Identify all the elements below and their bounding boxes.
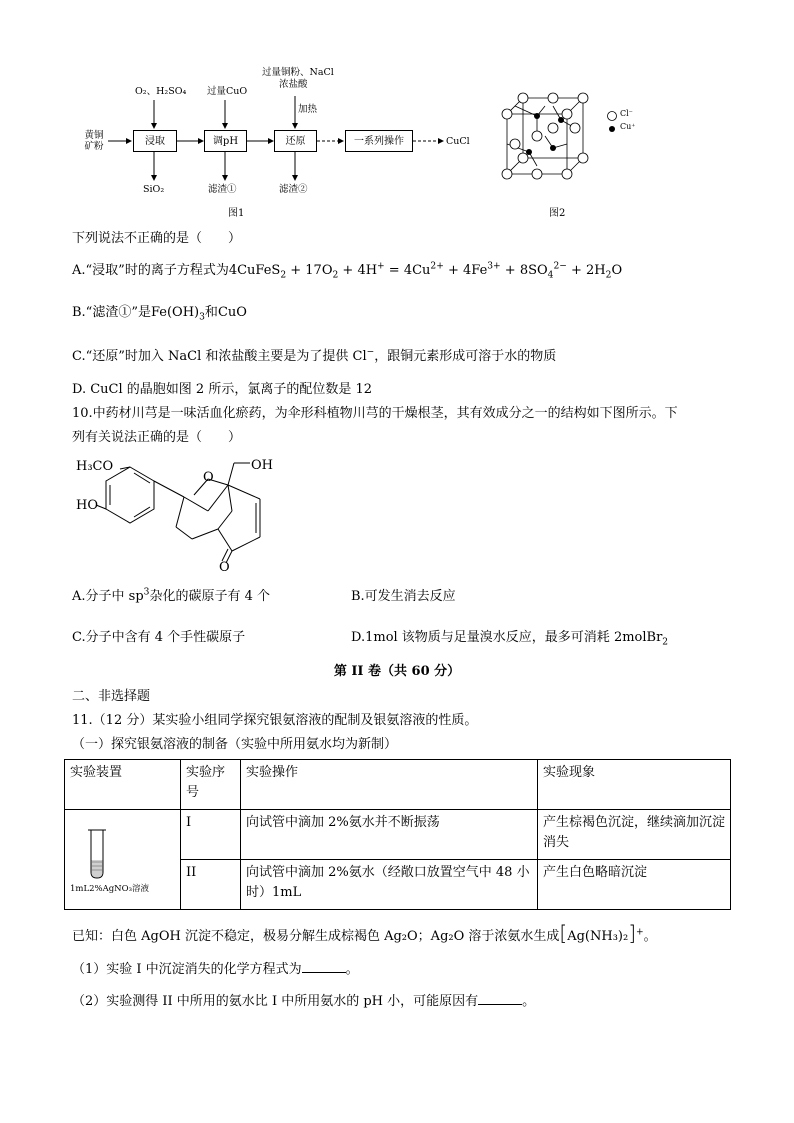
raw-material-line2: 矿粉 <box>84 141 104 152</box>
q11-stem: 11.（12 分）某实验小组同学探究银氨溶液的配制及银氨溶液的性质。 <box>72 713 478 728</box>
apparatus-cell <box>65 810 181 910</box>
q9-option-b <box>72 304 247 322</box>
output-residue-2: 滤渣② <box>279 184 308 195</box>
q10-option-b: B.可发生消去反应 <box>351 589 456 604</box>
flowchart-arrows <box>0 0 794 230</box>
q9-option-b-formula: $Fe(OH)_3$ <box>150 305 205 323</box>
q9-option-c-suffix: ，跟铜元素形成可溶于水的物质 <box>374 349 557 364</box>
q10-option-a-sup: 3 <box>143 587 150 598</box>
header-apparatus: 实验装置 <box>65 760 181 810</box>
q9-option-a <box>72 262 622 280</box>
struct-oh: OH <box>251 458 273 473</box>
complex-charge: + <box>636 927 644 938</box>
q10-option-c: C.分子中含有 4 个手性碳原子 <box>72 630 246 645</box>
output-residue-1: 滤渣① <box>208 184 237 195</box>
q11-subheading: （一）探究银氨溶液的制备（实验中所用氨水均为新制） <box>72 737 398 752</box>
apparatus-label: 1mL2%AgNO₃溶液 <box>70 883 149 894</box>
legend-cl: Cl⁻ <box>620 109 633 118</box>
input-conc-hcl: 浓盐酸 <box>279 79 308 90</box>
unit-cell-drawing <box>495 90 595 190</box>
q10-option-a-suffix: 杂化的碳原子有 4 个 <box>149 589 270 604</box>
q9-option-b-cuo: CuO <box>217 305 247 320</box>
q10-option-d <box>351 629 668 647</box>
step-leaching: 浸取 <box>133 130 177 152</box>
legend-cu: Cu⁺ <box>620 122 636 131</box>
struct-bridge-o: O <box>203 470 214 485</box>
question-2 <box>72 990 535 1011</box>
question-1-text: （1）实验 I 中沉淀消失的化学方程式为 <box>72 962 302 977</box>
q10-option-a <box>72 588 270 606</box>
q10-option-a-text: A.分子中 sp <box>72 589 144 604</box>
q9-option-a-equation: 4CuFeS$_2$ + $17O_2 + 4H^+ = 4Cu^{2+} + 4Fe^{3+} + 8SO_4^{2-} + 2H_2O$ <box>228 261 623 281</box>
table-row <box>65 810 731 860</box>
experiment-table <box>64 759 731 910</box>
q9-option-b-and: 和 <box>204 305 218 320</box>
question-2-text: （2）实验测得 II 中所用的氨水比 I 中所用氨水的 pH 小，可能原因有 <box>72 994 479 1009</box>
complex-close-bracket: ] <box>628 921 637 945</box>
q9-option-c-text: C.“还原”时加入 NaCl 和浓盐酸主要是为了提供 Cl <box>72 349 367 364</box>
q10-stem-line1: 10.中药材川芎是一味活血化瘀药，为伞形科植物川芎的干燥根茎，其有效成分之一的结构如下图所示。下 <box>72 406 678 421</box>
q9-option-d: D. CuCl 的晶胞如图 2 所示，氯离子的配位数是 12 <box>72 382 372 397</box>
struct-h3co: H₃CO <box>76 459 114 474</box>
known-end: 。 <box>643 929 657 944</box>
volume-title: 第 II 卷（共 60 分） <box>333 664 461 679</box>
header-number: 实验序号 <box>181 760 241 810</box>
part-title: 二、非选择题 <box>72 689 151 704</box>
q9-stem: 下列说法不正确的是（ ） <box>72 231 242 246</box>
row2-operation: 向试管中滴加 2%氨水（经敞口放置空气中 48 小时）1mL <box>241 860 538 910</box>
raw-material-line1: 黄铜 <box>84 130 104 141</box>
struct-ho: HO <box>76 498 98 513</box>
row2-phenomenon: 产生白色略暗沉淀 <box>538 860 731 910</box>
q9-option-c: C.“还原”时加入 NaCl 和浓盐酸主要是为了提供 Cl−，跟铜元素形成可溶于水的物质 <box>72 347 557 364</box>
row1-phenomenon: 产生棕褐色沉淀，继续滴加沉淀消失 <box>538 810 731 860</box>
step-adjust-ph: 调pH <box>204 130 247 152</box>
question-1-end: 。 <box>345 962 359 977</box>
question-1 <box>72 958 359 979</box>
complex-formula: Ag(NH₃)₂ <box>567 929 629 944</box>
figure-1-caption: 图1 <box>228 208 245 219</box>
header-operation: 实验操作 <box>241 760 538 810</box>
row2-id: II <box>181 860 241 910</box>
input-cu-nacl: 过量铜粉、NaCl <box>262 67 334 78</box>
legend-markers <box>606 110 618 136</box>
input-cuo: 过量CuO <box>207 86 248 97</box>
output-sio2: SiO₂ <box>143 184 165 195</box>
complex-open-bracket: [ <box>559 921 568 945</box>
question-2-end: 。 <box>522 994 536 1009</box>
row1-operation: 向试管中滴加 2%氨水并不断振荡 <box>241 810 538 860</box>
q9-option-a-text: A.“浸取”时的离子方程式为 <box>72 263 229 278</box>
header-phenomenon: 实验现象 <box>538 760 731 810</box>
known-info <box>72 921 657 946</box>
table-header-row <box>65 760 731 810</box>
q9-option-b-text: B.“滤渣①”是 <box>72 305 151 320</box>
input-o2-h2so4: O₂、H₂SO₄ <box>135 86 187 97</box>
struct-ketone-o: O <box>219 560 230 575</box>
input-heating: 加热 <box>298 104 318 115</box>
answer-blank-2[interactable] <box>478 990 522 1005</box>
step-series-operations: 一系列操作 <box>345 130 413 152</box>
answer-blank-1[interactable] <box>302 958 346 973</box>
row1-id: I <box>181 810 241 860</box>
test-tube-icon <box>84 826 110 882</box>
figure-2-caption: 图2 <box>549 208 566 219</box>
q10-option-d-text: D.1mol 该物质与足量溴水反应，最多可消耗 2molBr <box>351 630 663 645</box>
product-cucl: CuCl <box>446 136 470 147</box>
q10-stem-line2: 列有关说法正确的是（ ） <box>72 430 242 445</box>
step-reduction: 还原 <box>274 130 317 152</box>
q10-option-d-sub: 2 <box>662 637 669 648</box>
known-text: 已知：白色 AgOH 沉淀不稳定，极易分解生成棕褐色 Ag₂O；Ag₂O 溶于浓氨水生成 <box>72 929 560 944</box>
